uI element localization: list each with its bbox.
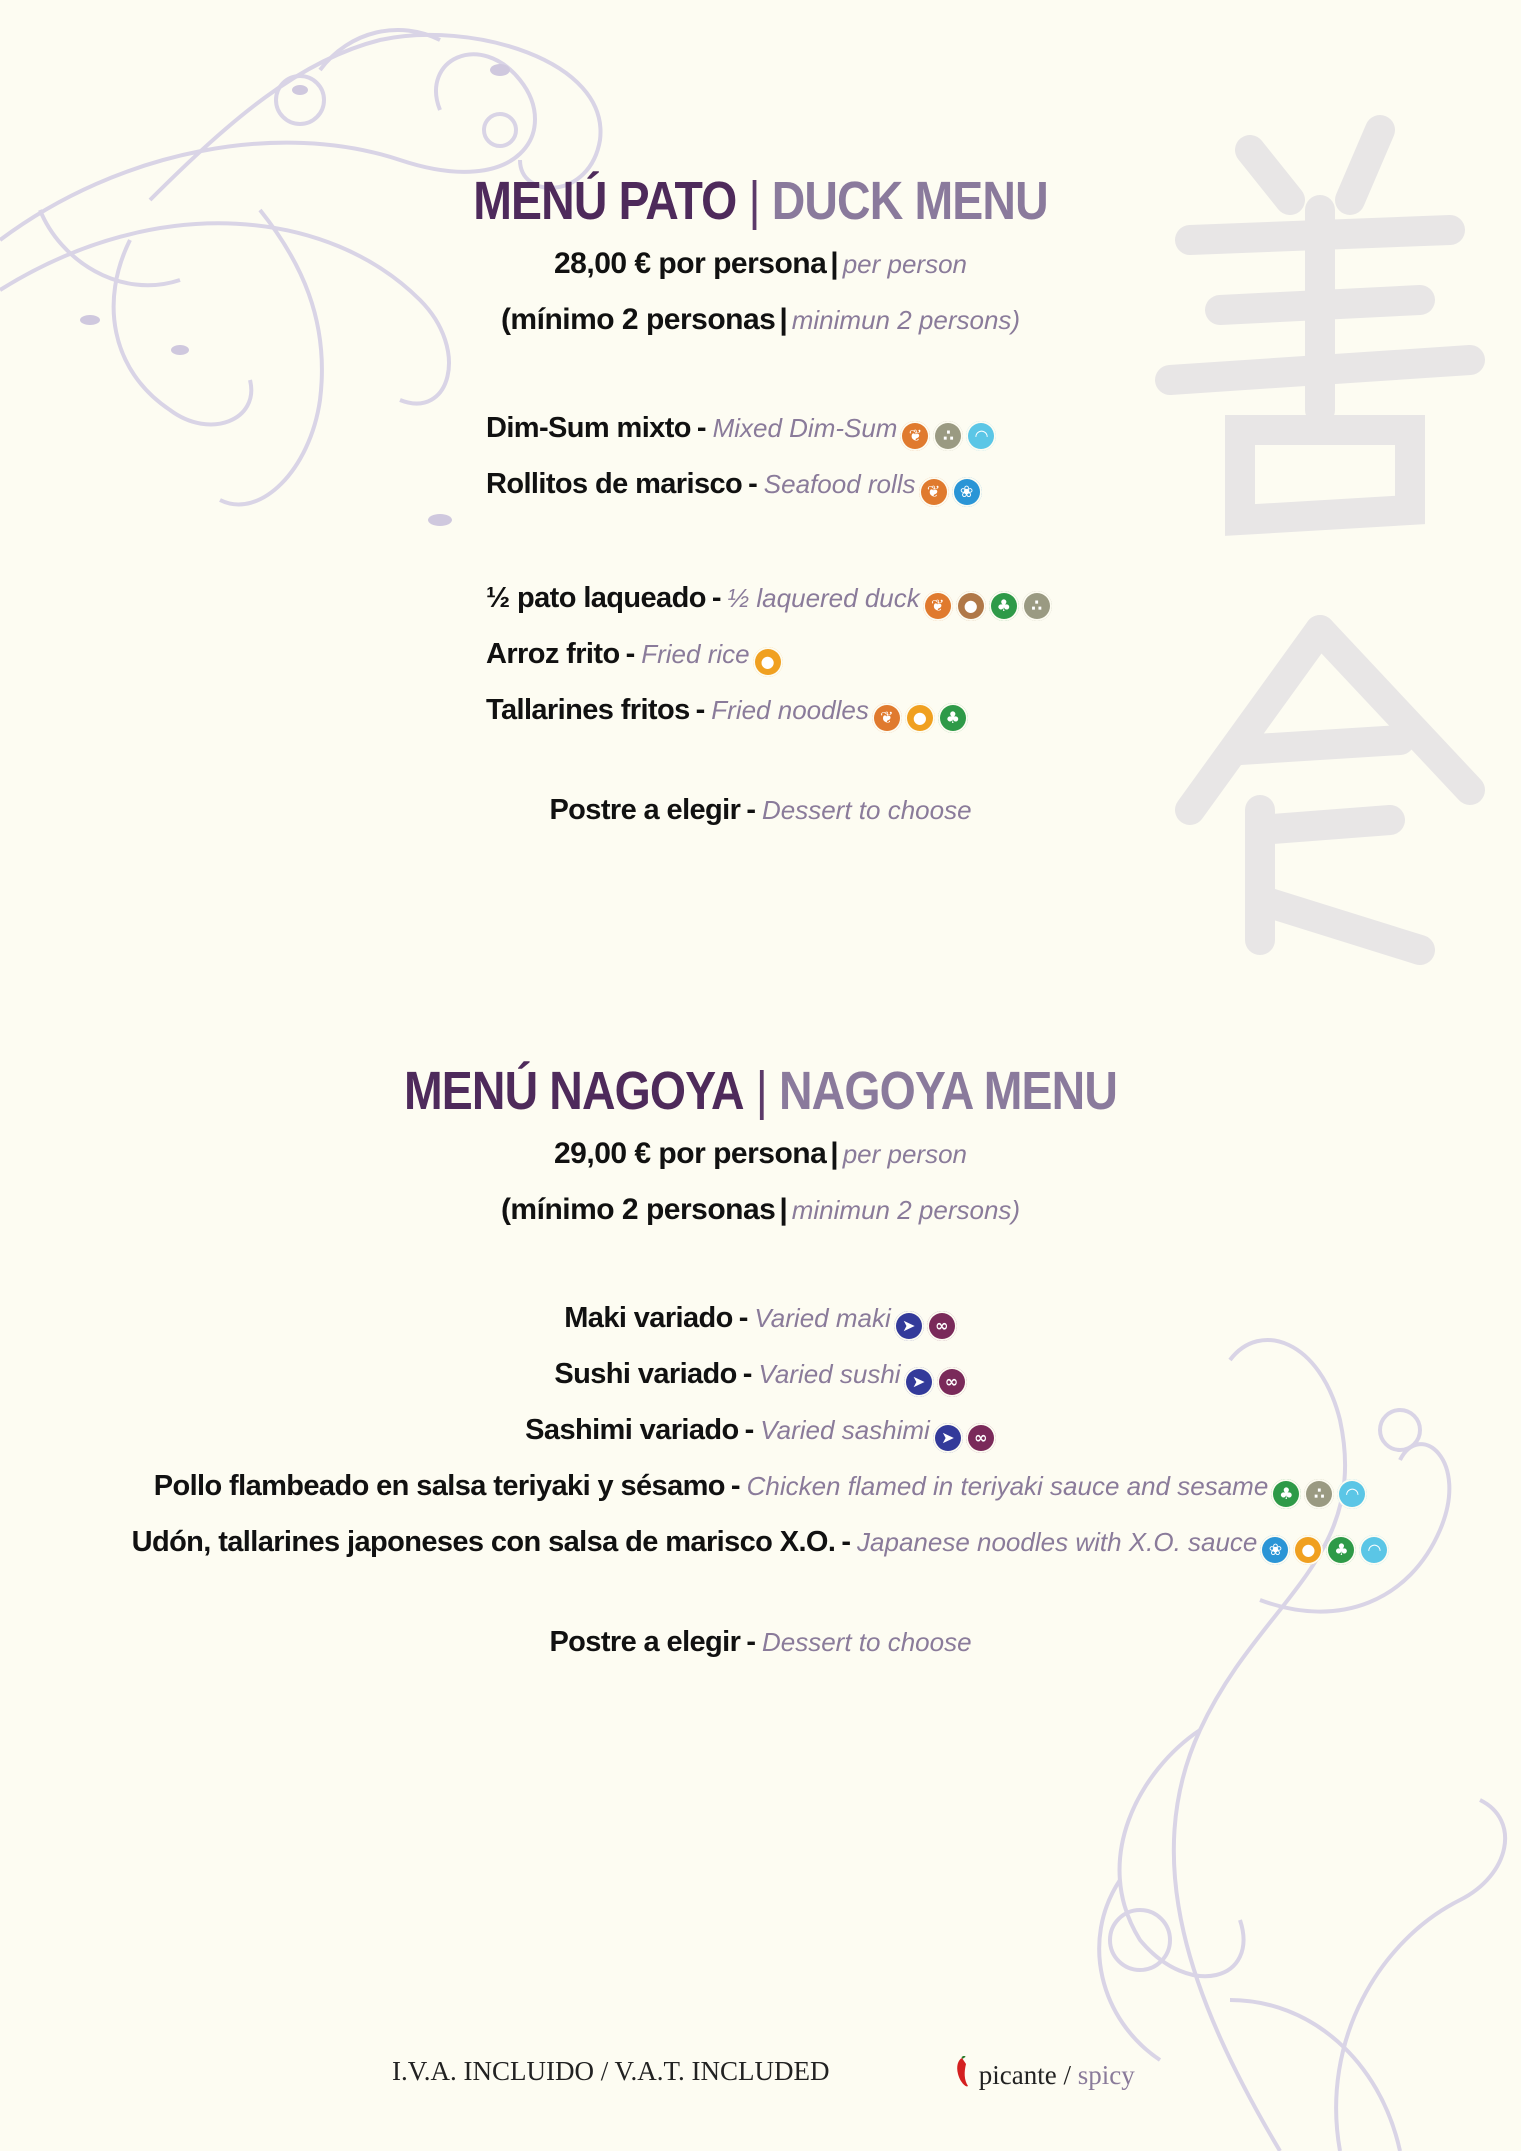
menu-item <box>0 1290 1521 1346</box>
soy-icon: ∞ <box>937 1367 967 1397</box>
item-name-en: Mixed Dim-Sum <box>712 413 898 443</box>
nuts-icon: ∴ <box>1304 1479 1334 1509</box>
gluten-icon: ❦ <box>900 421 930 451</box>
item-name-es: ½ pato laqueado <box>486 582 706 614</box>
gluten-icon: ❦ <box>919 477 949 507</box>
duck-menu-price: 28,00 € por persona | per person <box>553 247 967 280</box>
menu-item <box>0 1402 1521 1458</box>
item-name-es: Arroz frito <box>486 638 620 670</box>
spicy-es: picante <box>978 2060 1057 2090</box>
nagoya-menu-minimum: (mínimo 2 personas | minimun 2 persons) <box>500 1193 1021 1226</box>
duck-menu-section <box>0 168 1521 838</box>
menu-item <box>486 626 1521 682</box>
price-en: per person <box>842 1139 967 1169</box>
item-name-en: Varied sushi <box>758 1359 901 1389</box>
menu-item <box>0 1346 1521 1402</box>
vat-note: I.V.A. INCLUIDO / V.A.T. INCLUDED <box>392 2056 830 2086</box>
menu-item <box>486 682 1521 738</box>
item-name-en: Japanese noodles with X.O. sauce <box>857 1527 1258 1557</box>
mollusc-icon: ◠ <box>966 421 996 451</box>
spicy-legend <box>952 2056 1135 2091</box>
item-dash: - <box>711 582 722 614</box>
item-name-es: Tallarines fritos <box>486 694 690 726</box>
egg-icon: ● <box>753 647 783 677</box>
nagoya-menu-title-en: NAGOYA MENU <box>779 1061 1118 1121</box>
duck-menu-items <box>0 400 1521 738</box>
price-en: per person <box>842 249 967 279</box>
item-name-en: Fried rice <box>641 639 750 669</box>
item-name-es: Maki variado <box>564 1302 733 1334</box>
nagoya-menu-dessert: Postre a elegir - Dessert to choose <box>549 1626 972 1658</box>
celery-icon: ♣ <box>1271 1479 1301 1509</box>
gluten-icon: ❦ <box>872 703 902 733</box>
chili-pepper-icon <box>952 2056 972 2090</box>
price-es: 29,00 € por persona <box>553 1137 827 1170</box>
duck-menu-title-en: DUCK MENU <box>771 171 1048 231</box>
dessert-en: Dessert to choose <box>761 1627 972 1657</box>
item-name-en: Varied sashimi <box>760 1415 930 1445</box>
crustacean-icon: ❀ <box>1260 1535 1290 1565</box>
item-name-es: Sashimi variado <box>525 1414 739 1446</box>
duck-menu-dessert: Postre a elegir - Dessert to choose <box>549 794 972 826</box>
soy-icon: ∞ <box>966 1423 996 1453</box>
price-es: 28,00 € por persona <box>553 247 827 280</box>
item-dash: - <box>841 1526 852 1558</box>
minimum-en: minimun 2 persons) <box>791 1195 1021 1225</box>
celery-icon: ♣ <box>1326 1535 1356 1565</box>
item-dash: - <box>696 412 707 444</box>
item-name-es: Sushi variado <box>554 1358 737 1390</box>
crustacean-icon: ❀ <box>952 477 982 507</box>
fish-icon: ➤ <box>894 1311 924 1341</box>
slash: / <box>1063 2060 1071 2090</box>
fish-icon: ➤ <box>933 1423 963 1453</box>
menu-item <box>486 570 1521 626</box>
minimum-es: (mínimo 2 personas <box>500 1193 776 1226</box>
item-name-es: Pollo flambeado en salsa teriyaki y sésamo <box>153 1470 725 1502</box>
duck-menu-title-es: MENÚ PATO <box>473 171 737 231</box>
spicy-en: spicy <box>1077 2060 1135 2090</box>
nagoya-menu-title <box>106 1058 1414 1124</box>
menu-item <box>0 1514 1521 1570</box>
dessert-es: Postre a elegir <box>549 1626 741 1658</box>
item-dash: - <box>625 638 636 670</box>
celery-icon: ♣ <box>989 591 1019 621</box>
item-name-en: ½ laquered duck <box>727 583 920 613</box>
nagoya-menu-price: 29,00 € por persona | per person <box>553 1137 967 1170</box>
item-name-en: Chicken flamed in teriyaki sauce and sesame <box>746 1471 1269 1501</box>
fish-icon: ➤ <box>904 1367 934 1397</box>
item-dash: - <box>744 1414 755 1446</box>
title-separator: | <box>748 171 760 231</box>
item-dash: - <box>742 1358 753 1390</box>
peanut-icon: ● <box>956 591 986 621</box>
item-name-es: Udón, tallarines japoneses con salsa de marisco X.O. <box>131 1526 836 1558</box>
mollusc-icon: ◠ <box>1359 1535 1389 1565</box>
menu-item <box>486 456 1521 512</box>
item-dash: - <box>738 1302 749 1334</box>
item-dash: - <box>730 1470 741 1502</box>
minimum-en: minimun 2 persons) <box>791 305 1021 335</box>
title-separator: | <box>755 1061 767 1121</box>
nagoya-menu-section <box>0 1058 1521 1670</box>
item-name-en: Fried noodles <box>711 695 869 725</box>
duck-menu-title <box>106 168 1414 234</box>
soy-icon: ∞ <box>927 1311 957 1341</box>
nagoya-menu-items <box>0 1290 1521 1570</box>
mollusc-icon: ◠ <box>1337 1479 1367 1509</box>
item-name-es: Rollitos de marisco <box>486 468 743 500</box>
dessert-es: Postre a elegir <box>549 794 741 826</box>
item-dash: - <box>748 468 758 500</box>
nuts-icon: ∴ <box>1022 591 1052 621</box>
item-name-en: Varied maki <box>754 1303 891 1333</box>
minimum-es: (mínimo 2 personas <box>500 303 776 336</box>
egg-icon: ● <box>1293 1535 1323 1565</box>
nuts-icon: ∴ <box>933 421 963 451</box>
item-dash: - <box>695 694 706 726</box>
item-name-es: Dim-Sum mixto <box>486 412 691 444</box>
gluten-icon: ❦ <box>923 591 953 621</box>
celery-icon: ♣ <box>938 703 968 733</box>
nagoya-menu-title-es: MENÚ NAGOYA <box>403 1061 744 1121</box>
egg-icon: ● <box>905 703 935 733</box>
item-name-en: Seafood rolls <box>763 469 916 499</box>
dessert-en: Dessert to choose <box>761 795 972 825</box>
duck-menu-minimum: (mínimo 2 personas | minimun 2 persons) <box>500 303 1021 336</box>
menu-item <box>486 400 1521 456</box>
menu-item <box>0 1458 1521 1514</box>
